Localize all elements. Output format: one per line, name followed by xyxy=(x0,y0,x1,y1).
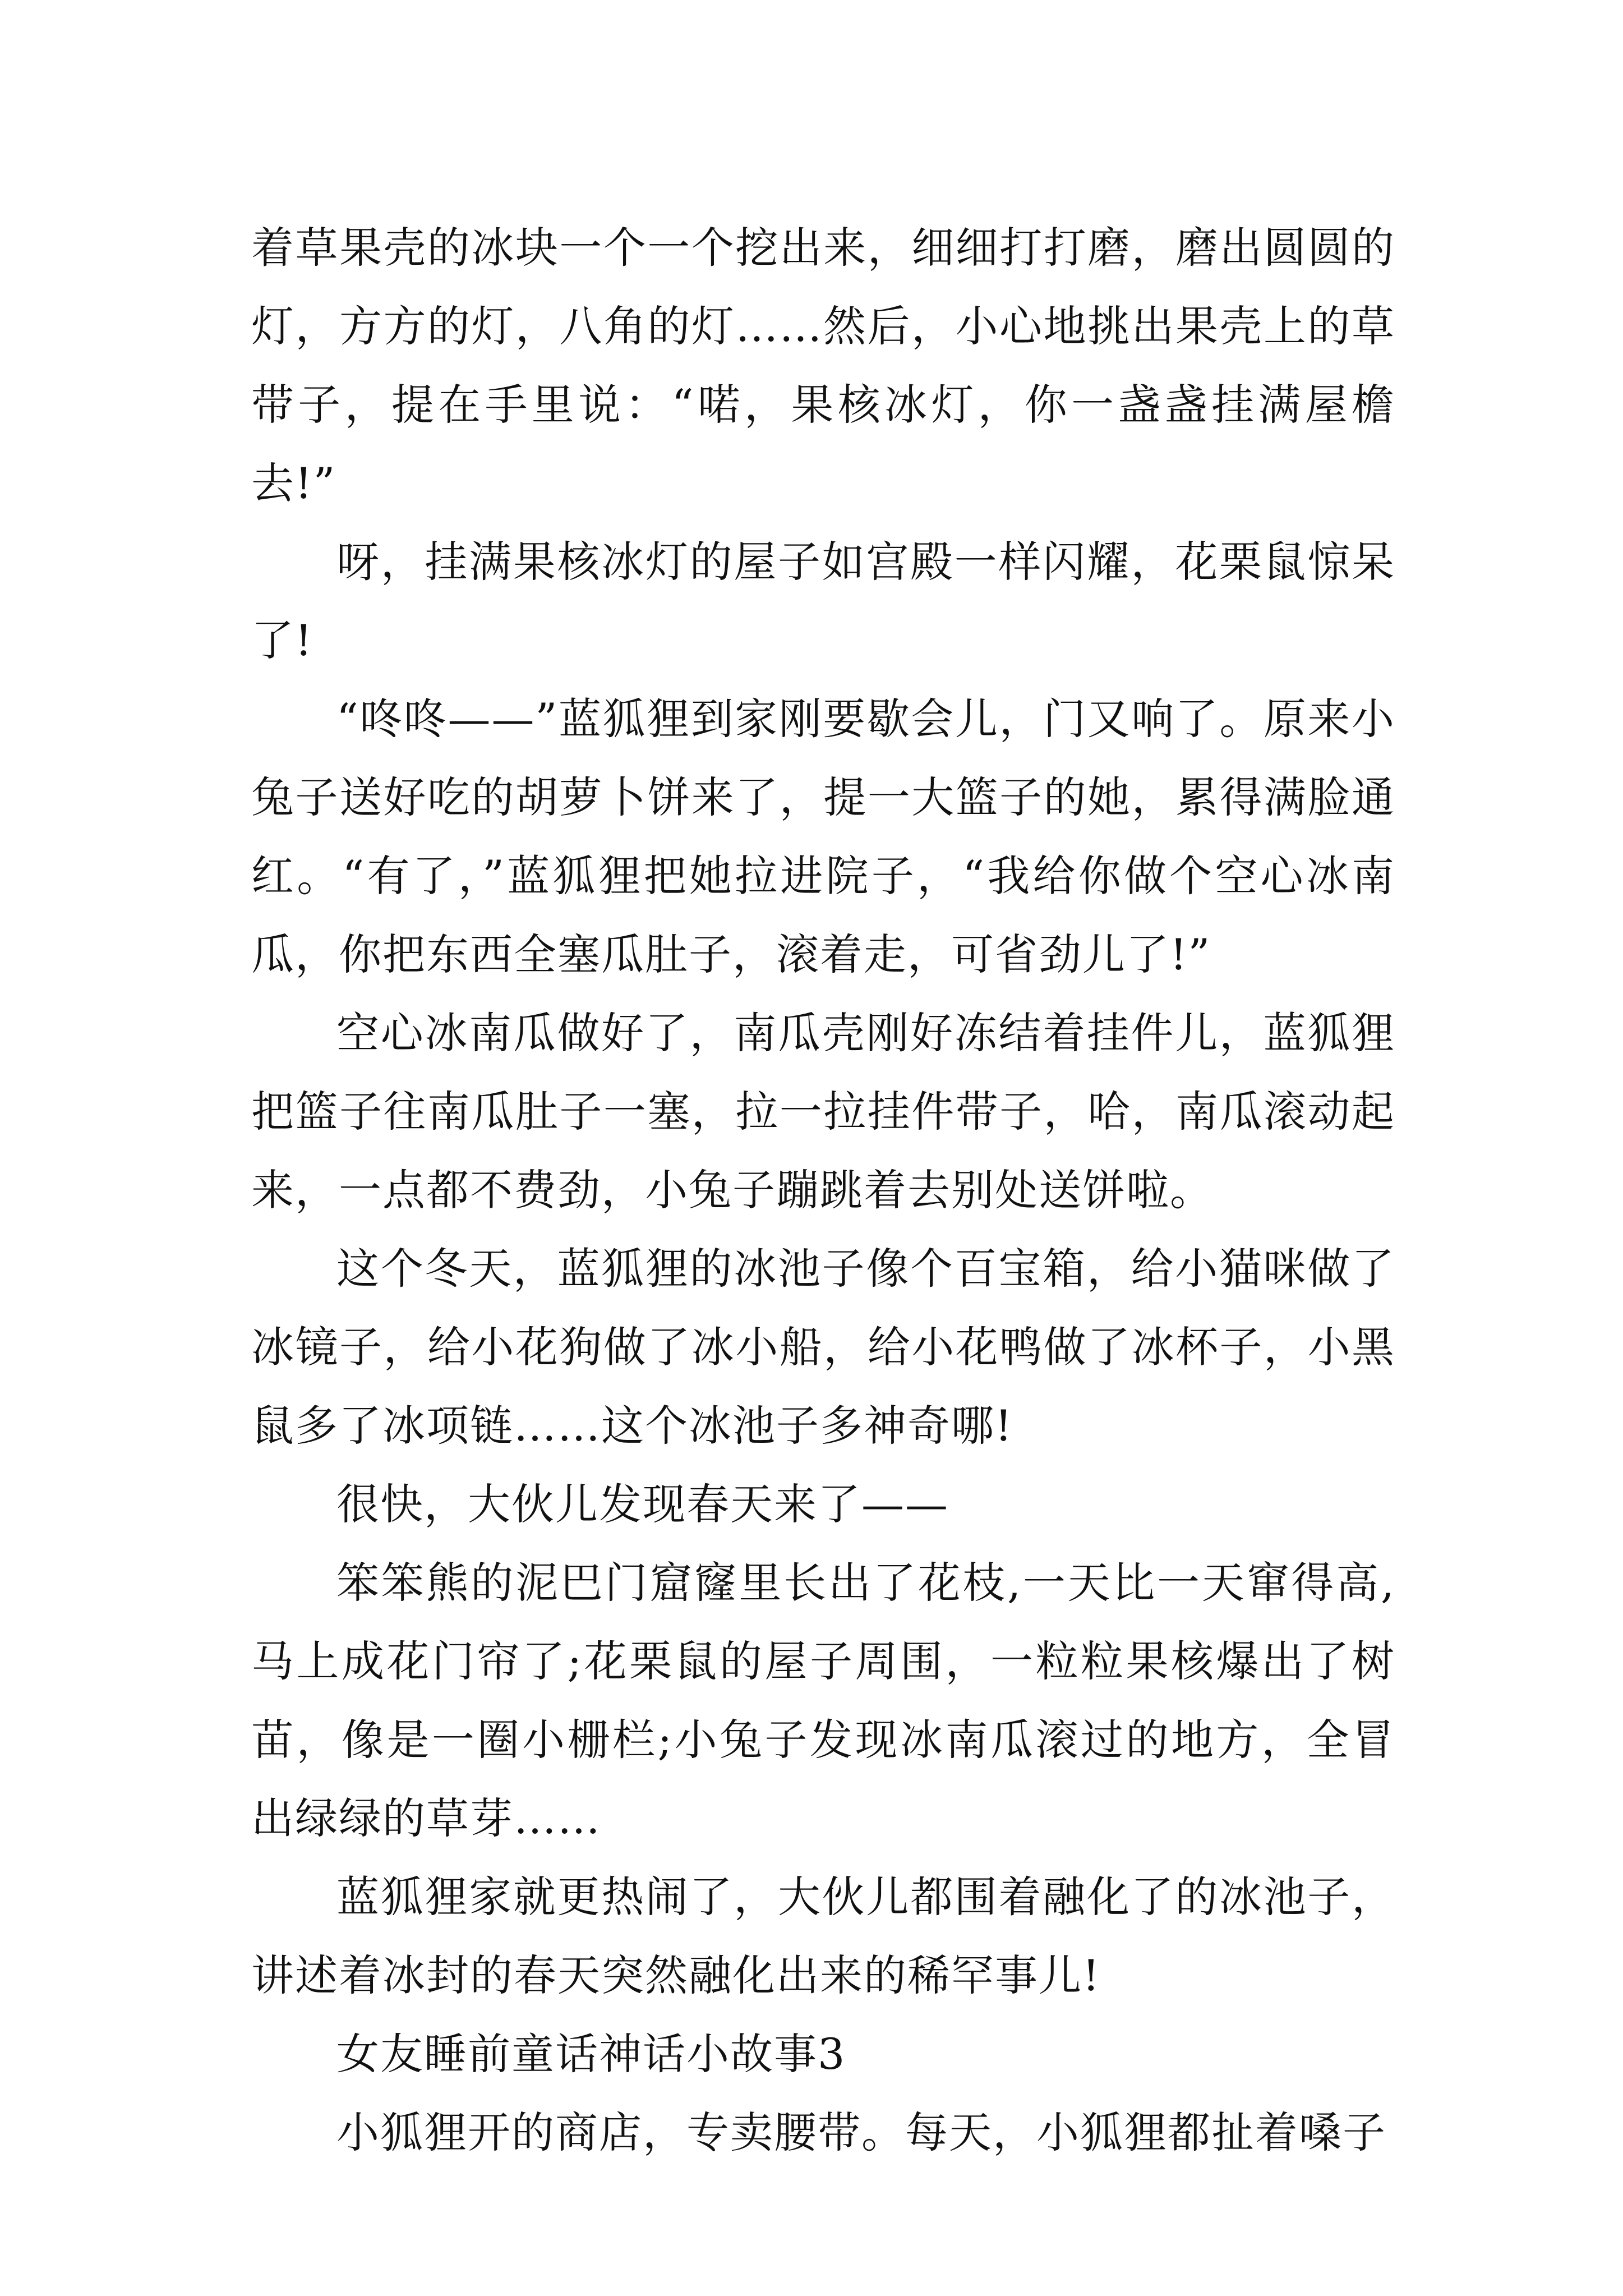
paragraph: “咚咚——”蓝狐狸到家刚要歇会儿，门又响了。原来小兔子送好吃的胡萝卜饼来了，提一大篮子的她，累得满脸通红。“有了，”蓝狐狸把她拉进院子，“我给你做个空心冰南瓜，你把东西全塞瓜肚子，滚着走，可省劲儿了!” xyxy=(251,694,1395,979)
paragraph: 呀，挂满果核冰灯的屋子如宫殿一样闪耀，花栗鼠惊呆了! xyxy=(251,537,1395,665)
paragraph: 这个冬天，蓝狐狸的冰池子像个百宝箱，给小猫咪做了冰镜子，给小花狗做了冰小船，给小花鸭做了冰杯子，小黑鼠多了冰项链……这个冰池子多神奇哪! xyxy=(251,1244,1395,1451)
section-heading: 女友睡前童话神话小故事3 xyxy=(336,2029,846,2079)
story-text xyxy=(251,209,1395,2172)
paragraph: 小狐狸开的商店，专卖腰带。每天，小狐狸都扯着嗓子 xyxy=(336,2108,1386,2157)
paragraph: 很快，大伙儿发现春天来了—— xyxy=(336,1479,949,1529)
paragraph-continuation: 着草果壳的冰块一个一个挖出来，细细打打磨，磨出圆圆的灯，方方的灯，八角的灯……然后，小心地挑出果壳上的草带子，提在手里说：“喏，果核冰灯，你一盏盏挂满屋檐去!” xyxy=(251,223,1395,508)
paragraph: 空心冰南瓜做好了，南瓜壳刚好冻结着挂件儿，蓝狐狸把篮子往南瓜肚子一塞，拉一拉挂件带子，哈，南瓜滚动起来，一点都不费劲，小兔子蹦跳着去别处送饼啦。 xyxy=(251,1008,1395,1215)
paragraph: 蓝狐狸家就更热闹了，大伙儿都围着融化了的冰池子，讲述着冰封的春天突然融化出来的稀罕事儿! xyxy=(251,1872,1395,2000)
paragraph: 笨笨熊的泥巴门窟窿里长出了花枝,一天比一天窜得高,马上成花门帘了;花栗鼠的屋子周围，一粒粒果核爆出了树苗，像是一圈小栅栏;小兔子发现冰南瓜滚过的地方，全冒出绿绿的草芽…… xyxy=(251,1558,1395,1843)
